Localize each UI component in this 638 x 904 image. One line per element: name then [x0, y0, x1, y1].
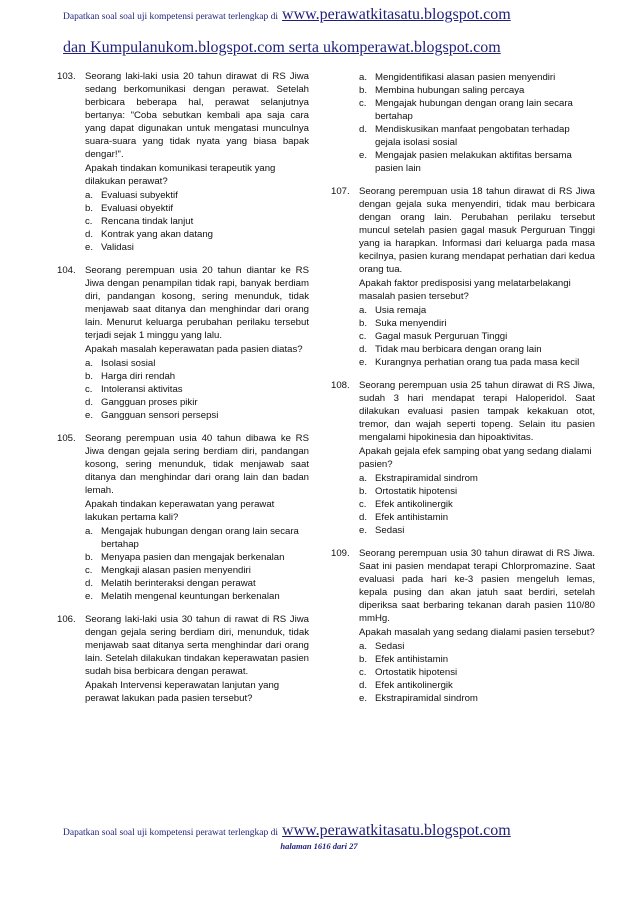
page-footer [63, 822, 623, 840]
left-column [57, 70, 309, 715]
header-link[interactable]: www.perawatkitasatu.blogspot.com [282, 6, 511, 23]
option-letter: e. [85, 242, 94, 253]
question-prompt: Apakah faktor predisposisi yang melatarbelakangi masalah pasien tersebut? [359, 278, 571, 302]
question-number: 106. [57, 614, 76, 625]
option-item [359, 123, 595, 149]
option-letter: d. [85, 578, 94, 589]
question-stem: Seorang perempuan usia 25 tahun dirawat di RS Jiwa, sudah 3 hari mendapat terapi Haloperidol. Saat dilakukan evaluasi pasien tampak kekakuan otot, tremor, dan wajah seperti topeng. Selain itu pasien mengalami hipokinesia dan hipoaktivitas. [359, 380, 595, 443]
option-letter: a. [359, 473, 368, 484]
option-text: Mengajak hubungan dengan orang lain secara bertahap [375, 98, 573, 122]
option-letter: d. [359, 344, 368, 355]
option-item [359, 640, 595, 653]
option-item [85, 577, 309, 590]
option-text: Menyapa pasien dan mengajak berkenalan [101, 552, 285, 563]
question-106 [57, 613, 309, 705]
option-item [359, 511, 595, 524]
option-item [85, 551, 309, 564]
right-column [331, 70, 595, 715]
option-item [85, 564, 309, 577]
option-item [359, 330, 595, 343]
question-105 [57, 432, 309, 603]
option-text: Evaluasi obyektif [101, 203, 173, 214]
option-letter: c. [359, 331, 367, 342]
footer-caption: Dapatkan soal soal uji kompetensi perawat terlengkap di [63, 828, 279, 838]
option-item [359, 472, 595, 485]
option-item [359, 485, 595, 498]
option-text: Intoleransi aktivitas [101, 384, 183, 395]
option-item [359, 692, 595, 705]
question-prompt: Apakah tindakan komunikasi terapeutik yang dilakukan perawat? [85, 163, 276, 187]
option-letter: a. [85, 358, 94, 369]
option-text: Efek antihistamin [375, 654, 449, 665]
question-prompt: Apakah gejala efek samping obat yang sedang dialami pasien? [359, 446, 592, 470]
option-text: Suka menyendiri [375, 318, 447, 329]
question-stem: Seorang perempuan usia 18 tahun dirawat di RS Jiwa dengan gejala suka menyendiri, tidak mau berbicara dengan orang lain. Perubahan perilaku tersebut muncul setelah pasien gagal masuk Perguruan Tinggi yang ia harapkan. Informasi dari keluarga pada masa kecilnya, pasien kurang mendapat perhatian dari kedua orang tua. [359, 186, 595, 275]
question-stem: Seorang perempuan usia 40 tahun dibawa ke RS Jiwa dengan gejala sering berdiam diri, pandangan kosong, sering menunduk, tidak menjawab saat ditanya dan menghindar dari orang lain dan badan lemah. [85, 433, 309, 496]
option-letter: e. [85, 410, 94, 421]
option-item [85, 383, 309, 396]
option-text: Ortostatik hipotensi [375, 486, 458, 497]
option-text: Usia remaja [375, 305, 427, 316]
option-item [359, 524, 595, 537]
option-item [85, 357, 309, 370]
option-letter: b. [359, 486, 368, 497]
option-letter: d. [359, 680, 368, 691]
option-item [85, 228, 309, 241]
page-header [63, 6, 623, 24]
option-item [359, 679, 595, 692]
option-item [85, 396, 309, 409]
option-text: Gangguan sensori persepsi [101, 410, 219, 421]
header-caption: Dapatkan soal soal uji kompetensi perawat terlengkap di [63, 12, 279, 22]
option-list [359, 472, 595, 537]
question-number: 107. [331, 186, 350, 197]
option-letter: b. [359, 85, 368, 96]
option-list [359, 71, 595, 175]
option-item [359, 666, 595, 679]
option-item [85, 590, 309, 603]
question-108 [331, 379, 595, 537]
option-text: Ekstrapiramidal sindrom [375, 693, 478, 704]
option-text: Evaluasi subyektif [101, 190, 178, 201]
option-text: Mengkaji alasan pasien menyendiri [101, 565, 251, 576]
option-item [359, 653, 595, 666]
option-item [85, 189, 309, 202]
option-list [85, 189, 309, 254]
option-item [85, 370, 309, 383]
option-text: Efek antikolinergik [375, 680, 453, 691]
option-item [359, 304, 595, 317]
option-text: Efek antihistamin [375, 512, 449, 523]
option-text: Kurangnya perhatian orang tua pada masa kecil [375, 357, 580, 368]
question-107 [331, 185, 595, 369]
option-letter: c. [359, 98, 367, 109]
option-letter: d. [85, 229, 94, 240]
option-text: Mengajak pasien melakukan aktifitas bersama pasien lain [375, 150, 572, 174]
option-letter: e. [85, 591, 94, 602]
option-letter: b. [359, 654, 368, 665]
question-stem: Seorang laki-laki usia 30 tahun di rawat di RS Jiwa dengan gejala sering berdiam diri, menunduk, tidak menjawab saat ditanya serta menghindar dari orang lain. Setelah dilakukan tindakan keperawatan pasien sudah bisa berbicara dengan perawat. [85, 614, 309, 677]
question-stem: Seorang laki-laki usia 20 tahun dirawat di RS Jiwa sedang berkomunikasi dengan perawat. Setelah berbicara beberapa hal, perawat selanjutnya bertanya: "Coba sebutkan kembali apa saja cara yang dapat digunakan untuk mengatasi munculnya suara-suara yang tidak nyata yang biasa bapak dengar!". [85, 71, 309, 160]
option-text: Mendiskusikan manfaat pengobatan terhadap gejala isolasi sosial [375, 124, 570, 148]
option-text: Melatih mengenal keuntungan berkenalan [101, 591, 280, 602]
option-text: Rencana tindak lanjut [101, 216, 194, 227]
footer-link[interactable]: www.perawatkitasatu.blogspot.com [282, 822, 511, 839]
option-letter: b. [85, 203, 94, 214]
option-letter: e. [359, 357, 368, 368]
option-item [85, 525, 309, 551]
option-letter: d. [359, 124, 368, 135]
option-letter: c. [359, 667, 367, 678]
option-list [85, 525, 309, 603]
option-list [359, 640, 595, 705]
option-item [359, 71, 595, 84]
option-text: Tidak mau berbicara dengan orang lain [375, 344, 542, 355]
option-text: Kontrak yang akan datang [101, 229, 214, 240]
option-item [359, 317, 595, 330]
page-number: halaman 1616 dari 27 [280, 841, 358, 851]
question-109 [331, 547, 595, 705]
option-text: Membina hubungan saling percaya [375, 85, 525, 96]
option-letter: e. [359, 150, 368, 161]
option-text: Validasi [101, 242, 134, 253]
option-item [359, 149, 595, 175]
option-letter: b. [85, 552, 94, 563]
question-prompt: Apakah masalah yang sedang dialami pasien tersebut? [359, 627, 595, 638]
option-letter: d. [85, 397, 94, 408]
question-prompt: Apakah masalah keperawatan pada pasien diatas? [85, 344, 303, 355]
option-text: Melatih berinteraksi dengan perawat [101, 578, 256, 589]
option-text: Gangguan proses pikir [101, 397, 198, 408]
option-letter: c. [359, 499, 367, 510]
option-letter: c. [85, 216, 93, 227]
question-stem: Seorang perempuan usia 30 tahun dirawat di RS Jiwa. Saat ini pasien mendapat terapi Chlorpromazine. Saat evaluasi pada hari ke-3 pasien mengeluh lemas, kepala pusing dan akan jatuh saat berdiri, setelah diperiksa saat berbaring tekanan darah pasien 110/80 mmHg. [359, 548, 595, 624]
option-text: Harga diri rendah [101, 371, 176, 382]
question-stem: Seorang perempuan usia 20 tahun diantar ke RS Jiwa dengan penampilan tidak rapi, banyak berdiam diri, pandangan kosong, sering menunduk, tidak menjawab saat ditanya dan menghindar dari orang lain. Menurut keluarga perubahan perilaku tersebut terjadi sejak 1 minggu yang lalu. [85, 265, 309, 341]
question-number: 104. [57, 265, 76, 276]
option-item [359, 498, 595, 511]
option-letter: b. [85, 371, 94, 382]
question-number: 108. [331, 380, 350, 391]
option-letter: a. [85, 190, 94, 201]
question-106-options [331, 70, 595, 175]
option-list [359, 304, 595, 369]
option-item [85, 241, 309, 254]
option-text: Sedasi [375, 525, 405, 536]
option-letter: c. [85, 384, 93, 395]
option-letter: a. [85, 526, 94, 537]
option-letter: b. [359, 318, 368, 329]
option-item [85, 215, 309, 228]
option-text: Mengajak hubungan dengan orang lain secara bertahap [101, 526, 299, 550]
option-text: Gagal masuk Perguruan Tinggi [375, 331, 508, 342]
option-text: Ekstrapiramidal sindrom [375, 473, 478, 484]
question-prompt: Apakah Intervensi keperawatan lanjutan yang perawat lakukan pada pasien tersebut? [85, 680, 280, 704]
option-letter: e. [359, 693, 368, 704]
option-item [359, 343, 595, 356]
question-104 [57, 264, 309, 422]
question-prompt: Apakah tindakan keperawatan yang perawat lakukan pertama kali? [85, 499, 275, 523]
question-103 [57, 70, 309, 254]
option-item [85, 409, 309, 422]
question-number: 103. [57, 71, 76, 82]
option-letter: d. [359, 512, 368, 523]
option-text: Sedasi [375, 641, 405, 652]
header-link-line2[interactable]: dan Kumpulanukom.blogspot.com serta ukomperawat.blogspot.com [63, 39, 501, 56]
question-number: 105. [57, 433, 76, 444]
option-letter: c. [85, 565, 93, 576]
option-item [359, 84, 595, 97]
option-letter: a. [359, 72, 368, 83]
question-number: 109. [331, 548, 350, 559]
option-text: Mengidentifikasi alasan pasien menyendiri [375, 72, 556, 83]
option-letter: e. [359, 525, 368, 536]
option-text: Isolasi sosial [101, 358, 156, 369]
option-item [85, 202, 309, 215]
option-item [359, 356, 595, 369]
option-text: Ortostatik hipotensi [375, 667, 458, 678]
option-list [85, 357, 309, 422]
option-text: Efek antikolinergik [375, 499, 453, 510]
option-letter: a. [359, 305, 368, 316]
option-item [359, 97, 595, 123]
option-letter: a. [359, 641, 368, 652]
